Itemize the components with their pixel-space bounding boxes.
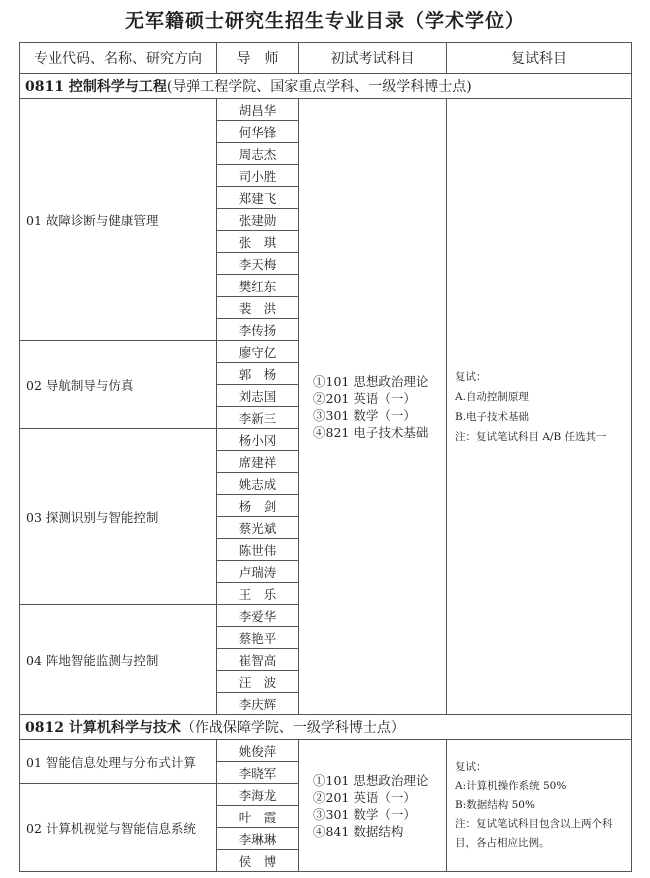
header-advisor: 导 师 bbox=[217, 43, 299, 74]
research-direction: 02 计算机视觉与智能信息系统 bbox=[20, 784, 217, 872]
header-major: 专业代码、名称、研究方向 bbox=[20, 43, 217, 74]
research-direction: 01 智能信息处理与分布式计算 bbox=[20, 740, 217, 784]
advisor-name: 刘志国 bbox=[217, 385, 299, 407]
advisor-name: 张 琪 bbox=[217, 231, 299, 253]
advisor-name: 李爱华 bbox=[217, 605, 299, 627]
advisor-name: 崔智高 bbox=[217, 649, 299, 671]
advisor-name: 李庆辉 bbox=[217, 693, 299, 715]
table-row bbox=[20, 99, 632, 121]
advisor-name: 张建勋 bbox=[217, 209, 299, 231]
section-note: (导弹工程学院、国家重点学科、一级学科博士点) bbox=[166, 79, 472, 95]
retest-item: A.自动控制原理 bbox=[455, 390, 529, 403]
retest-item: B.电子技术基础 bbox=[455, 410, 530, 423]
advisor-name: 郭 杨 bbox=[217, 363, 299, 385]
header-first-exam: 初试考试科目 bbox=[299, 43, 447, 74]
retest-subjects bbox=[447, 740, 632, 872]
section-header-row bbox=[20, 715, 632, 740]
section-header bbox=[20, 74, 632, 99]
table-row bbox=[20, 740, 632, 762]
section-header bbox=[20, 715, 632, 740]
section-header-row bbox=[20, 74, 632, 99]
first-exam-item: ①101 思想政治理论 bbox=[313, 373, 429, 389]
research-direction: 02 导航制导与仿真 bbox=[20, 341, 217, 429]
retest-item: 复试： bbox=[455, 370, 487, 383]
advisor-name: 叶 霞 bbox=[217, 806, 299, 828]
first-exam-item: ③301 数学（一） bbox=[313, 407, 416, 423]
first-exam-item: ④841 数据结构 bbox=[313, 823, 404, 839]
advisor-name: 李琳琳 bbox=[217, 828, 299, 850]
advisor-name: 何华锋 bbox=[217, 121, 299, 143]
advisor-name: 王 乐 bbox=[217, 583, 299, 605]
section-code-name: 0811 控制科学与工程 bbox=[25, 79, 167, 95]
advisor-name: 汪 波 bbox=[217, 671, 299, 693]
advisor-name: 李海龙 bbox=[217, 784, 299, 806]
advisor-name: 廖守亿 bbox=[217, 341, 299, 363]
advisor-name: 樊红东 bbox=[217, 275, 299, 297]
first-exam-subjects bbox=[299, 99, 447, 715]
advisor-name: 李晓军 bbox=[217, 762, 299, 784]
retest-item: A:计算机操作系统 50% bbox=[455, 780, 567, 792]
advisor-name: 裴 洪 bbox=[217, 297, 299, 319]
retest-subjects bbox=[447, 99, 632, 715]
advisor-name: 蔡光斌 bbox=[217, 517, 299, 539]
advisor-name: 陈世伟 bbox=[217, 539, 299, 561]
first-exam-subjects bbox=[299, 740, 447, 872]
section-note: （作战保障学院、一级学科博士点） bbox=[180, 720, 405, 736]
header-retest: 复试科目 bbox=[447, 43, 632, 74]
advisor-name: 胡昌华 bbox=[217, 99, 299, 121]
research-direction: 04 阵地智能监测与控制 bbox=[20, 605, 217, 715]
advisor-name: 卢瑞涛 bbox=[217, 561, 299, 583]
first-exam-item: ②201 英语（一） bbox=[313, 390, 416, 406]
retest-item: 注：复试笔试科目 A/B 任选其一 bbox=[455, 430, 607, 443]
first-exam-item: ④821 电子技术基础 bbox=[313, 424, 429, 440]
page-title: 无军籍硕士研究生招生专业目录（学术学位） bbox=[124, 10, 525, 32]
advisor-name: 杨 剑 bbox=[217, 495, 299, 517]
advisor-name: 周志杰 bbox=[217, 143, 299, 165]
advisor-name: 姚俊萍 bbox=[217, 740, 299, 762]
advisor-name: 李天梅 bbox=[217, 253, 299, 275]
advisor-name: 杨小冈 bbox=[217, 429, 299, 451]
section-code-name: 0812 计算机科学与技术 bbox=[25, 720, 181, 736]
first-exam-item: ①101 思想政治理论 bbox=[313, 772, 429, 788]
advisor-name: 姚志成 bbox=[217, 473, 299, 495]
advisor-name: 席建祥 bbox=[217, 451, 299, 473]
advisor-name: 侯 博 bbox=[217, 850, 299, 872]
advisor-name: 蔡艳平 bbox=[217, 627, 299, 649]
research-direction: 01 故障诊断与健康管理 bbox=[20, 99, 217, 341]
retest-item: 目，各占相应比例。 bbox=[455, 837, 550, 849]
header-row bbox=[20, 43, 632, 74]
research-direction: 03 探测识别与智能控制 bbox=[20, 429, 217, 605]
advisor-name: 司小胜 bbox=[217, 165, 299, 187]
retest-item: B:数据结构 50% bbox=[455, 799, 535, 811]
retest-item: 复试： bbox=[455, 761, 487, 773]
retest-item: 注：复试笔试科目包含以上两个科 bbox=[455, 818, 613, 830]
advisor-name: 李传扬 bbox=[217, 319, 299, 341]
first-exam-item: ②201 英语（一） bbox=[313, 789, 416, 805]
catalog-table bbox=[19, 42, 632, 872]
advisor-name: 李新三 bbox=[217, 407, 299, 429]
first-exam-item: ③301 数学（一） bbox=[313, 806, 416, 822]
advisor-name: 郑建飞 bbox=[217, 187, 299, 209]
